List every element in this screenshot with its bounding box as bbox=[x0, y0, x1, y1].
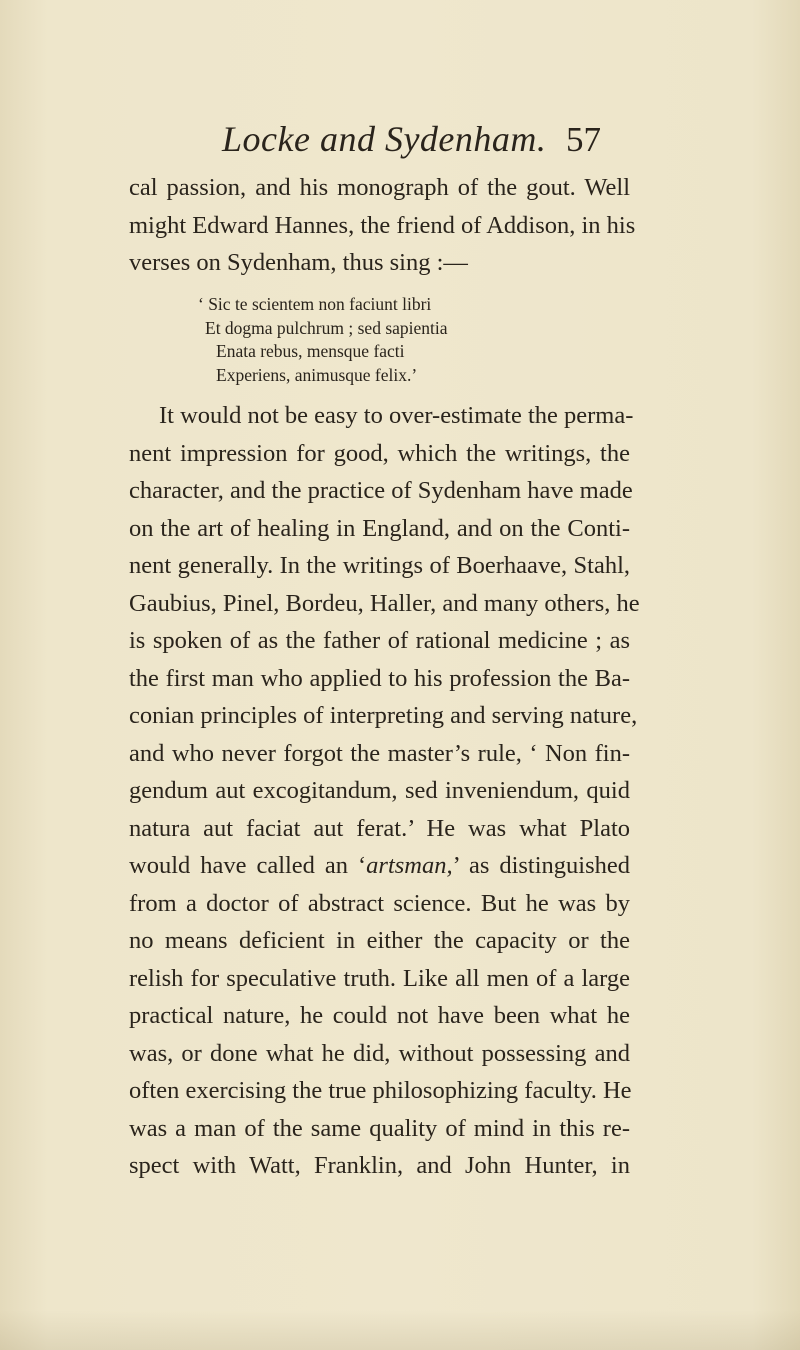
text-line: and who never forgot the master’s rule, ‘ Non fin- bbox=[129, 739, 630, 767]
quote-line: ‘ Sic te scientem non faciunt libri bbox=[198, 294, 432, 314]
text-line: was a man of the same quality of mind in this re- bbox=[129, 1114, 630, 1142]
text-line: gendum aut excogitandum, sed inveniendum, quid bbox=[129, 777, 630, 804]
paragraph-1 bbox=[129, 169, 636, 282]
text-line: might Edward Hannes, the friend of Addison, in his bbox=[129, 211, 636, 239]
quote-line: Enata rebus, mensque facti bbox=[216, 341, 405, 361]
text-line: is spoken of as the father of rational medicine ; as bbox=[129, 627, 630, 654]
text-run: ’ as distinguished bbox=[452, 852, 630, 879]
text-line: character, and the practice of Sydenham have made bbox=[129, 477, 633, 504]
text-line: verses on Sydenham, thus sing :— bbox=[129, 249, 468, 276]
text-line: on the art of healing in England, and on the Conti- bbox=[129, 514, 630, 542]
latin-quotation bbox=[198, 293, 598, 387]
text-line: relish for speculative truth. Like all men of a large bbox=[129, 964, 630, 992]
running-head bbox=[0, 118, 800, 168]
running-title: Locke and Sydenham. bbox=[222, 119, 547, 159]
text-line: nent generally. In the writings of Boerhaave, Stahl, bbox=[129, 552, 630, 579]
page-number: 57 bbox=[566, 120, 601, 159]
text-line: no means deficient in either the capacity or the bbox=[129, 927, 630, 954]
text-line: was, or done what he did, without possessing and bbox=[129, 1039, 630, 1067]
text-line: the first man who applied to his profession the Ba- bbox=[129, 664, 630, 692]
text-line: nent impression for good, which the writings, the bbox=[129, 439, 630, 467]
text-line: from a doctor of abstract science. But he was by bbox=[129, 889, 630, 917]
page-edge-shadow bbox=[0, 1310, 800, 1350]
paragraph-2 bbox=[129, 397, 640, 1185]
text-line: It would not be easy to over-estimate the perma- bbox=[159, 402, 634, 429]
text-line: often exercising the true philosophizing faculty. He bbox=[129, 1077, 632, 1104]
quote-line: Et dogma pulchrum ; sed sapientia bbox=[205, 317, 448, 338]
text-line: natura aut faciat aut ferat.’ He was what Plato bbox=[129, 814, 630, 842]
italic-word: artsman, bbox=[366, 852, 453, 879]
text-line bbox=[129, 847, 630, 885]
quote-line: Experiens, animusque felix.’ bbox=[216, 364, 418, 385]
text-line: cal passion, and his monograph of the gout. Well bbox=[129, 174, 630, 201]
text-line: spect with Watt, Franklin, and John Hunter, in bbox=[129, 1152, 630, 1179]
text-line: Gaubius, Pinel, Bordeu, Haller, and many others, he bbox=[129, 589, 640, 617]
text-line: practical nature, he could not have been what he bbox=[129, 1002, 630, 1029]
text-run: would have called an ‘ bbox=[129, 852, 367, 879]
text-line: conian principles of interpreting and serving nature, bbox=[129, 702, 638, 729]
